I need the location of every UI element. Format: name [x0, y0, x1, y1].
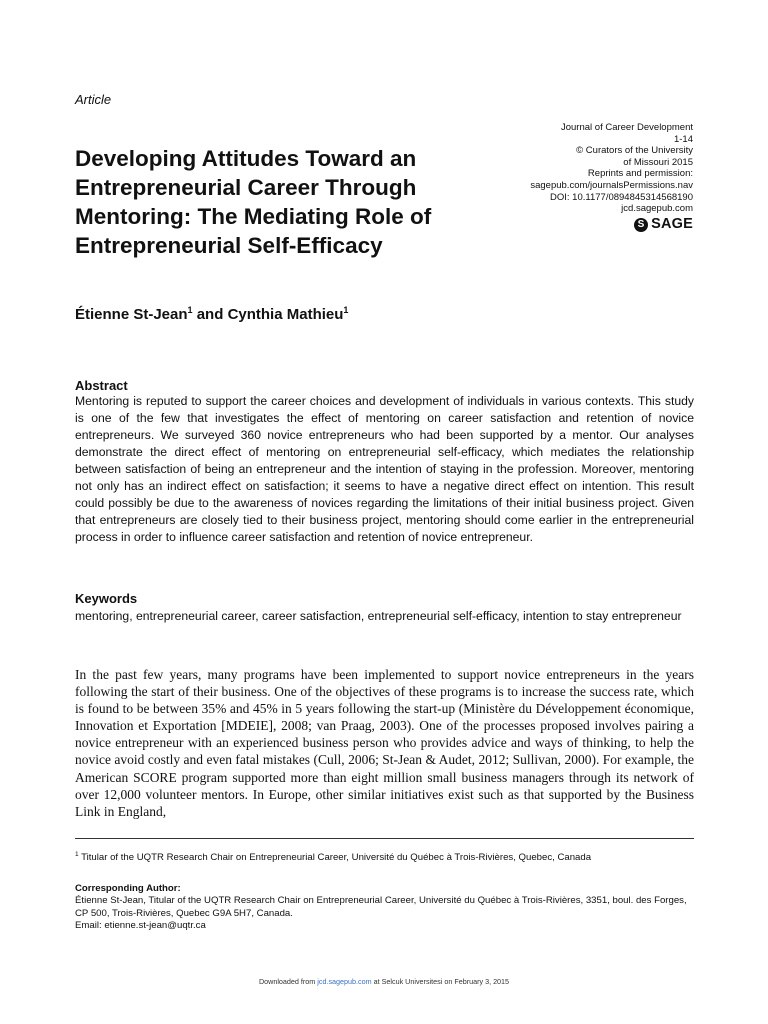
- footnote-divider: [75, 838, 694, 839]
- download-suffix: at Selcuk Universitesi on February 3, 2015: [371, 977, 510, 986]
- article-title: Developing Attitudes Toward an Entrepreneurial Career Through Mentoring: The Mediating Role of Entrepreneurial Self-Efficacy: [75, 146, 432, 258]
- footnote-text: Titular of the UQTR Research Chair on Entrepreneurial Career, Université du Québec à Trois-Rivières, Quebec, Canada: [81, 852, 592, 863]
- body-paragraph: In the past few years, many programs have been implemented to support novice entrepreneurs in the years following the start of their business. One of the objectives of these programs is to increase the success rate, which is found to be between 35% and 45% in 5 years following the start-up (Ministère du Développement économique, Innovation et Exportation [MDEIE], 2008; van Praag, 2003). One of the processes proposed involves pairing a novice entrepreneur with an experienced business person who provides advice and ways of thinking, to help the novice avoid costly and even fatal mistakes (Cull, 2006; St-Jean & Audet, 2012; Sullivan, 2000). For example, the American SCORE program supported more than eight million small business managers through its network of over 12,000 volunteer mentors. In Europe, other similar initiatives exist such as that supported by the Business Link in England,: [75, 667, 694, 819]
- publisher-logo: [634, 215, 693, 232]
- page-range: 1-14: [673, 133, 693, 145]
- publisher-name: SAGE: [651, 215, 693, 232]
- author-name: Étienne St-Jean: [75, 306, 188, 323]
- corresponding-author-email[interactable]: Email: etienne.st-jean@uqtr.ca: [75, 920, 206, 932]
- corresponding-author: [75, 883, 700, 933]
- keywords-text: mentoring, entrepreneurial career, career satisfaction, entrepreneurial self-efficacy, intention to stay entrepreneur: [75, 609, 682, 623]
- download-notice: [0, 977, 768, 986]
- journal-name: Journal of Career Development: [560, 122, 693, 133]
- keywords-heading: Keywords: [75, 591, 138, 606]
- abstract-heading: Abstract: [75, 378, 128, 393]
- journal-site-link[interactable]: jcd.sagepub.com: [621, 203, 693, 215]
- download-source-link[interactable]: jcd.sagepub.com: [317, 977, 372, 986]
- affiliation-marker: 1: [343, 305, 349, 315]
- corresponding-author-heading: Corresponding Author:: [75, 883, 181, 894]
- author-list: [75, 306, 348, 323]
- abstract-text: Mentoring is reputed to support the career choices and development of individuals in various contexts. This study is one of the few that investigates the effect of mentoring on career satisfaction and retention of novice entrepreneurs. We surveyed 360 novice entrepreneurs who had been supported by a mentor. Our analyses demonstrate the direct effect of mentoring on entrepreneurial self-efficacy, which mediates the relationship between satisfaction of being an entrepreneur and the intention of staying in the profession. Moreover, mentoring not only has an indirect effect on satisfaction; it seems to have a negative direct effect on intention. This result could possibly be due to the awareness of novices regarding the limitations of their initial business project. Given that entrepreneurs are closely tied to their business project, mentoring should come earlier in the entrepreneurial process in order to influence career satisfaction and retention of novice entrepreneur.: [75, 394, 694, 544]
- copyright-line: © Curators of the University: [576, 145, 693, 157]
- author-conjunction: and: [192, 306, 228, 323]
- copyright-line-2: of Missouri 2015: [623, 156, 693, 168]
- doi[interactable]: DOI: 10.1177/0894845314568190: [550, 191, 693, 203]
- download-prefix: Downloaded from: [258, 977, 318, 986]
- journal-metadata: [473, 122, 693, 232]
- affiliation-marker: 1: [187, 305, 193, 315]
- article-type-label: Article: [75, 92, 112, 107]
- author-name: Cynthia Mathieu: [227, 306, 344, 323]
- affiliation-footnote: [75, 852, 715, 864]
- corresponding-author-address: Étienne St-Jean, Titular of the UQTR Research Chair on Entrepreneurial Career, Université du Québec à Trois-Rivières, 3351, boul. des Forges, CP 500, Trois-Rivières, Quebec G9A 5H7, Canada.: [75, 895, 687, 919]
- footnote-marker: 1: [75, 850, 79, 858]
- reprints-label: Reprints and permission:: [587, 168, 693, 180]
- permissions-link[interactable]: sagepub.com/journalsPermissions.nav: [530, 179, 693, 191]
- sage-logo-icon: S: [634, 218, 648, 232]
